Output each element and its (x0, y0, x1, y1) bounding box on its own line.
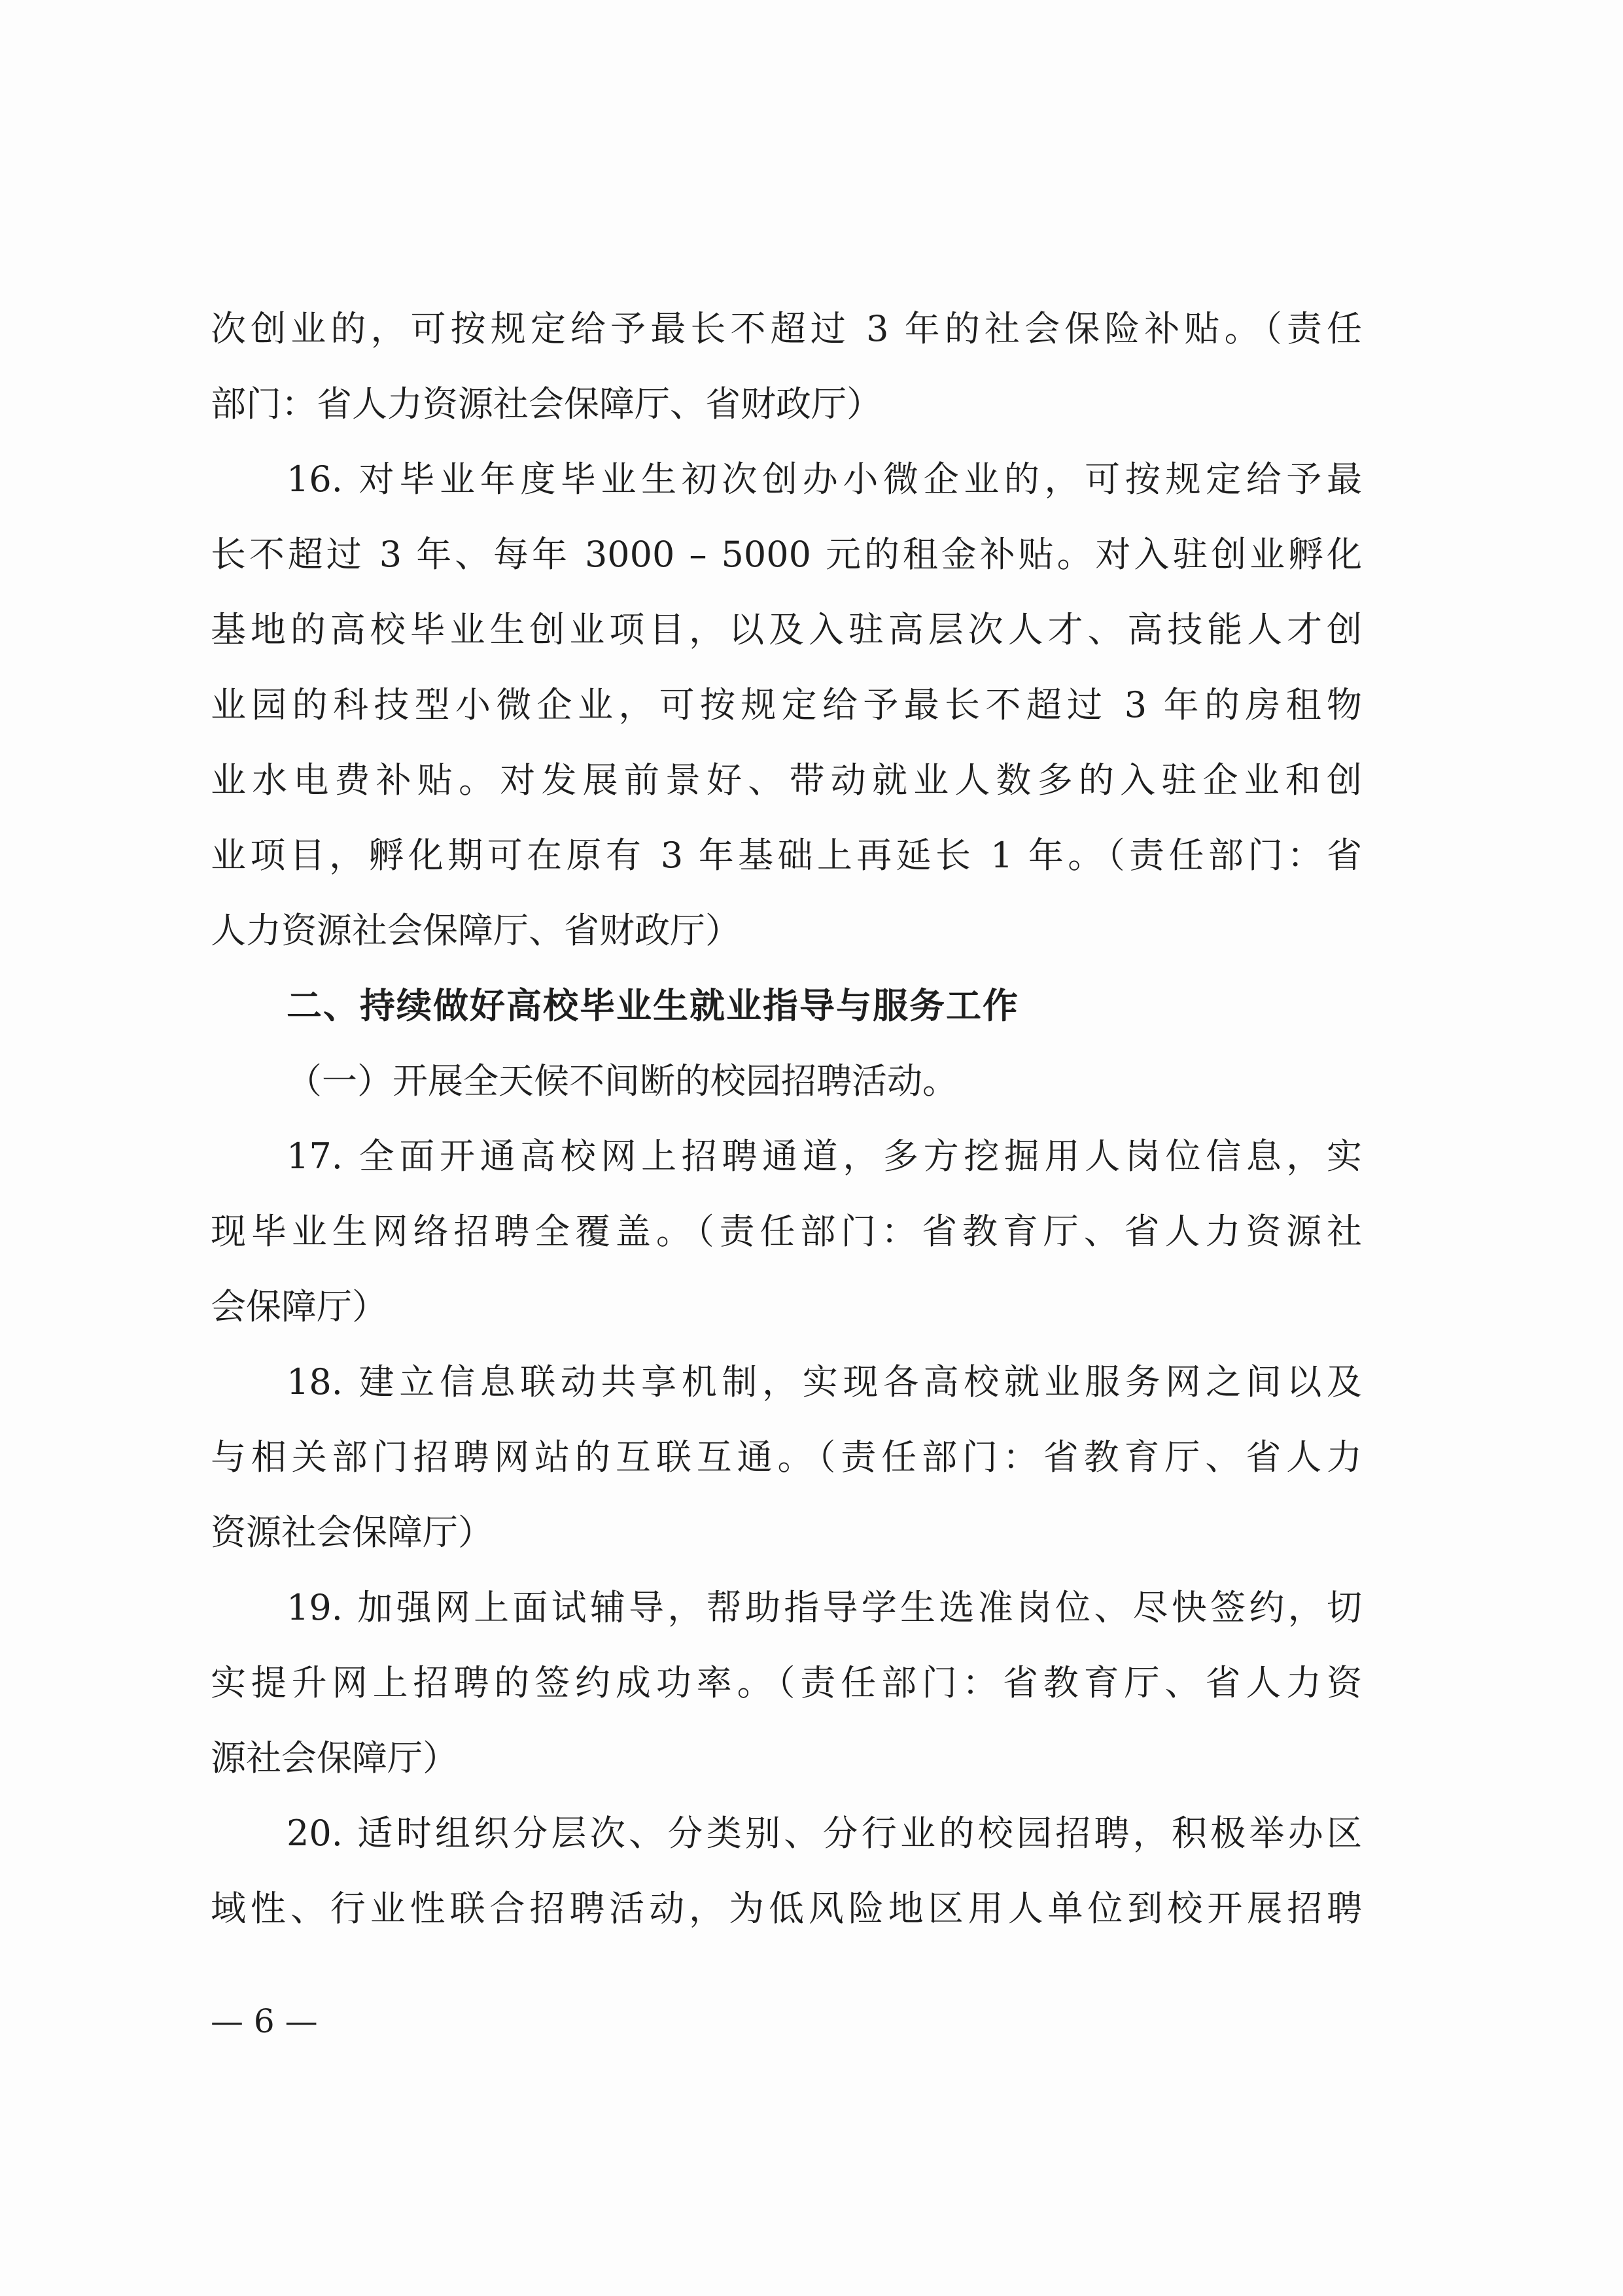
body-line: 现毕业生网络招聘全覆盖。（责任部门：省教育厅、省人力资源社 (211, 1211, 1362, 1252)
body-line: 源社会保障厅） (211, 1737, 458, 1779)
body-line: 19. 加强网上面试辅导，帮助指导学生选准岗位、尽快签约，切 (287, 1587, 1362, 1628)
body-line: 次创业的，可按规定给予最长不超过 3 年的社会保险补贴。（责任 (211, 308, 1362, 349)
body-line: 会保障厅） (211, 1286, 387, 1327)
subsection-heading: （一）开展全天候不间断的校园招聘活动。 (287, 1060, 958, 1102)
body-line: 资源社会保障厅） (211, 1512, 493, 1553)
page-number: — 6 — (211, 2002, 318, 2040)
body-line: 与相关部门招聘网站的互联互通。（责任部门：省教育厅、省人力 (211, 1436, 1362, 1478)
body-line: 16. 对毕业年度毕业生初次创办小微企业的，可按规定给予最 (287, 459, 1362, 500)
body-line: 基地的高校毕业生创业项目，以及入驻高层次人才、高技能人才创 (211, 609, 1362, 650)
section-heading: 二、持续做好高校毕业生就业指导与服务工作 (287, 985, 1019, 1026)
body-line: 17. 全面开通高校网上招聘通道，多方挖掘用人岗位信息，实 (287, 1136, 1362, 1177)
body-line: 业园的科技型小微企业，可按规定给予最长不超过 3 年的房租物 (211, 684, 1362, 725)
body-line: 长不超过 3 年、每年 3000 – 5000 元的租金补贴。对入驻创业孵化 (211, 534, 1362, 575)
body-line: 部门：省人力资源社会保障厅、省财政厅） (211, 383, 882, 425)
body-line: 业水电费补贴。对发展前景好、带动就业人数多的入驻企业和创 (211, 759, 1362, 801)
body-line: 人力资源社会保障厅、省财政厅） (211, 910, 741, 951)
body-line: 域性、行业性联合招聘活动，为低风险地区用人单位到校开展招聘 (211, 1888, 1362, 1929)
body-line: 18. 建立信息联动共享机制，实现各高校就业服务网之间以及 (287, 1361, 1362, 1402)
body-line: 实提升网上招聘的签约成功率。（责任部门：省教育厅、省人力资 (211, 1662, 1362, 1703)
body-line: 20. 适时组织分层次、分类别、分行业的校园招聘，积极举办区 (287, 1813, 1362, 1854)
body-line: 业项目，孵化期可在原有 3 年基础上再延长 1 年。（责任部门：省 (211, 835, 1362, 876)
